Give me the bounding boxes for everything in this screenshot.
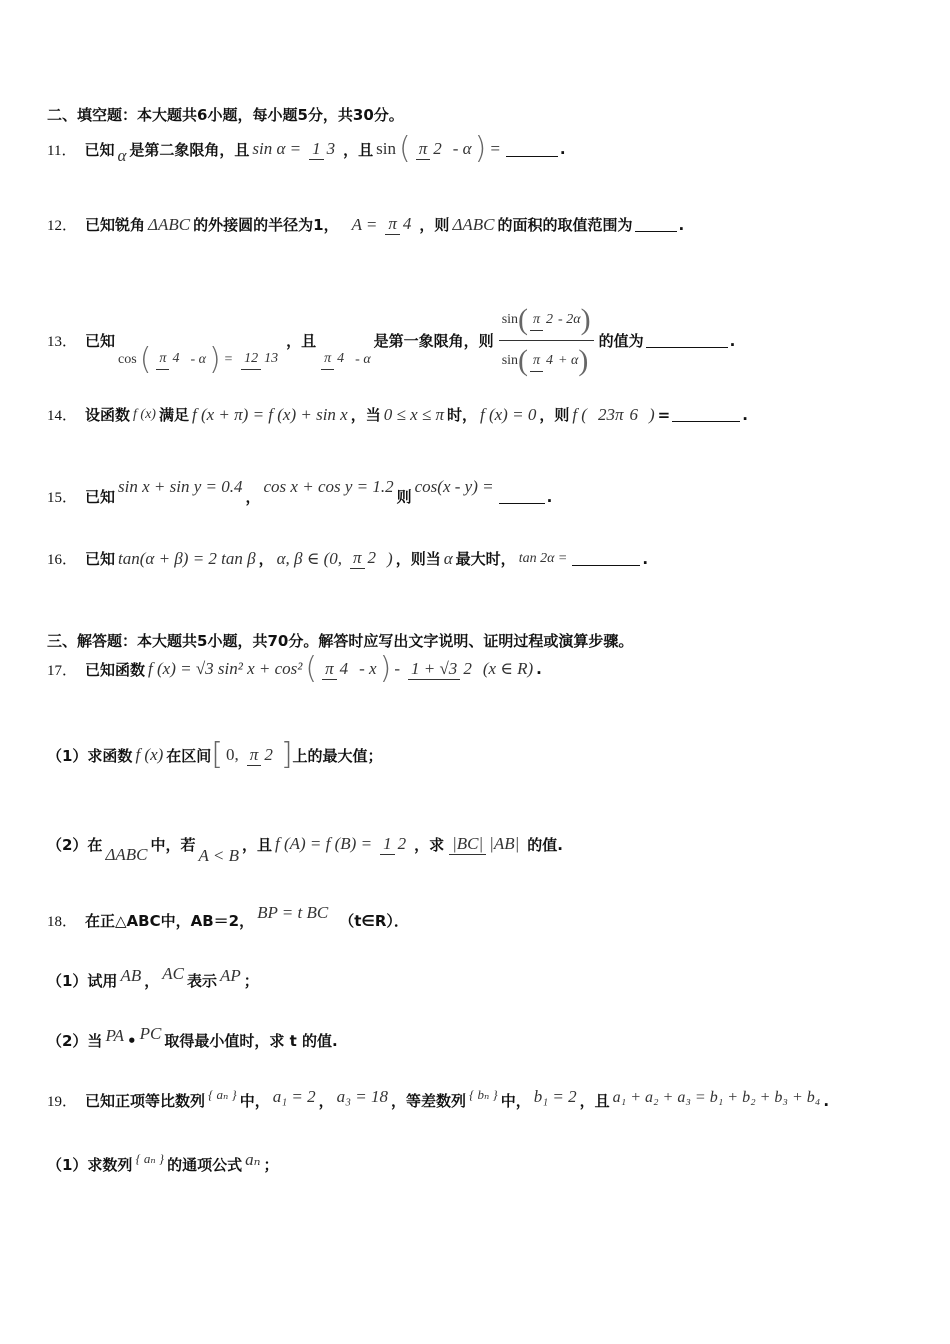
q14-eq1: f (x + π) = f (x) + sin x xyxy=(191,404,348,424)
q12-number: 12． xyxy=(47,218,78,234)
q11-right-paren: ) xyxy=(474,131,487,166)
q13-text-1: 已知 xyxy=(85,332,116,350)
q19-1-seq-a: { aₙ } xyxy=(135,1150,165,1166)
q13-cos: cos xyxy=(118,351,137,367)
q18-2-vector-pc: PC xyxy=(139,1023,162,1043)
q13-big-fraction xyxy=(496,300,597,381)
q15-answer-blank[interactable] xyxy=(499,489,545,504)
q19-text-5: ，且 xyxy=(579,1092,610,1110)
q17-frac-den: 2 xyxy=(463,658,472,678)
q11-text-1: 已知 xyxy=(84,140,115,159)
q17-2-ratio-num: |BC| xyxy=(449,834,486,855)
q17-1-label: （1）求函数 xyxy=(47,746,133,765)
q19-seq-a: { aₙ } xyxy=(208,1086,237,1102)
question-18 xyxy=(47,902,409,931)
q19-comma-1: ， xyxy=(318,1092,334,1110)
q18-2-text-1: 取得最小值时，求 t 的值. xyxy=(164,1032,338,1050)
q17-1-text-2: 上的最大值； xyxy=(292,746,383,765)
q12-text-1: 已知锐角 xyxy=(85,216,146,234)
q14-text-4: 时， xyxy=(446,406,477,424)
q19-eq: a₁ + a₂ + a₃ = b₁ + b₂ + b₃ + b₄ xyxy=(612,1088,821,1106)
q19-a3: a₃ = 18 xyxy=(336,1086,389,1106)
q13-angle-num: π xyxy=(321,349,334,370)
q19-text-1: 已知正项等比数列 xyxy=(85,1092,206,1110)
q14-answer-blank[interactable] xyxy=(672,407,740,422)
q13-number: 13． xyxy=(47,334,78,350)
q17-1-right-bracket: ] xyxy=(280,737,293,772)
q17-frac-num: 1 + √3 xyxy=(408,659,460,680)
q19-end: . xyxy=(823,1091,830,1110)
q12-a-eq: A = xyxy=(351,214,378,234)
q13-angle-den: 4 xyxy=(337,351,345,366)
q11-sin: sin xyxy=(376,139,397,158)
q14-text-6: = xyxy=(657,405,671,424)
q14-frac-den: 6 xyxy=(629,404,638,424)
q13-cos-fraction xyxy=(153,349,185,370)
q12-text-2: 的外接圆的半径为1， xyxy=(193,216,339,234)
q11-inner-den: 2 xyxy=(433,138,442,158)
q14-number: 14． xyxy=(47,408,78,424)
q18-2-dot: • xyxy=(127,1031,137,1050)
q17-1-fx: f (x) xyxy=(135,745,164,764)
q15-text-2: 则 xyxy=(396,488,412,506)
q17-fraction xyxy=(405,659,478,680)
q18-2-vector-pa: PA xyxy=(105,1025,125,1045)
q11-end: . xyxy=(559,140,566,158)
q16-frac-den: 2 xyxy=(367,548,377,567)
q13-top-right-paren: ) xyxy=(580,303,591,336)
q16-eq3: tan 2α = xyxy=(518,550,568,566)
q17-left-paren: ( xyxy=(305,651,318,686)
q17-minus: - xyxy=(394,659,400,678)
question-14 xyxy=(47,404,748,425)
q13-cos-right-paren: ) xyxy=(208,341,221,377)
q11-text-3: ，且 xyxy=(343,140,374,159)
q17-inner-fraction xyxy=(319,659,354,680)
q13-bot-den: 4 xyxy=(546,353,554,368)
q11-answer-blank[interactable] xyxy=(506,142,558,157)
q12-end: . xyxy=(678,215,685,234)
q13-bot-sin: sin xyxy=(501,353,519,368)
question-11 xyxy=(47,132,566,166)
q18-1-vector-ab: AB xyxy=(120,965,142,985)
q15-number: 15． xyxy=(47,490,78,506)
q13-cos-num: π xyxy=(156,349,169,370)
q14-f-close: ) xyxy=(649,404,655,424)
q11-number: 11． xyxy=(47,142,77,159)
q16-text-2: ，则当 xyxy=(395,550,441,568)
q13-angle-rest: - α xyxy=(355,351,371,367)
q19-1-label: （1）求数列 xyxy=(47,1156,133,1174)
q13-cos-den: 4 xyxy=(172,351,180,366)
q11-frac-den: 3 xyxy=(326,138,336,158)
q13-top-rest: - 2α xyxy=(558,312,581,327)
q17-inner-rest: - x xyxy=(359,659,377,678)
q17-2-frac-num: 1 xyxy=(380,834,395,855)
question-12 xyxy=(47,214,684,235)
q13-top-num: π xyxy=(530,310,543,331)
q13-bot-inner-frac xyxy=(530,341,556,381)
q14-text-2: 满足 xyxy=(158,406,189,424)
q16-eq2: α, β ∈ (0, xyxy=(276,548,343,568)
q13-top-den: 2 xyxy=(546,312,554,327)
q16-comma: ， xyxy=(258,550,274,568)
q14-frac-num: 23π xyxy=(597,404,624,424)
q13-top-sin: sin xyxy=(501,312,519,327)
q19-text-3: ，等差数列 xyxy=(391,1092,467,1110)
q17-2-label: （2）在 xyxy=(47,835,103,854)
q12-frac-den: 4 xyxy=(402,214,412,233)
q17-1-text-1: 在区间 xyxy=(166,746,212,765)
q16-alpha: α xyxy=(443,548,453,568)
q19-1-text-2: ； xyxy=(263,1156,279,1174)
q13-big-den xyxy=(499,341,594,381)
q13-cos-rest: - α xyxy=(190,351,206,367)
q12-answer-blank[interactable] xyxy=(635,217,677,232)
q19-seq-b: { bₙ } xyxy=(469,1086,498,1102)
q15-end: . xyxy=(546,487,553,506)
question-19 xyxy=(47,1086,830,1111)
question-17 xyxy=(47,651,542,686)
question-13 xyxy=(47,300,735,381)
q15-text-1: 已知 xyxy=(85,488,116,506)
q11-inner-rest: - α xyxy=(452,139,472,158)
q18-1-vector-ap: AP xyxy=(219,965,241,985)
section-3-heading-text: 三、解答题：本大题共5小题，共70分。解答时应写出文字说明、证明过程或演算步骤。 xyxy=(47,632,634,650)
question-17-part-2 xyxy=(47,822,563,866)
q17-1-left-bracket: [ xyxy=(211,737,224,772)
q13-top-inner-frac xyxy=(530,300,556,340)
q17-2-ratio-den: |AB| xyxy=(489,833,520,853)
q14-fraction xyxy=(592,405,644,425)
q19-1-an: aₙ xyxy=(245,1149,261,1169)
q14-ineq: 0 ≤ x ≤ π xyxy=(383,404,444,424)
q11-alpha: α xyxy=(117,146,127,165)
q18-2-label: （2）当 xyxy=(47,1032,103,1050)
section-2-heading xyxy=(47,104,404,125)
q18-1-text-1: 表示 xyxy=(186,972,217,990)
q13-angle-fraction xyxy=(318,349,350,370)
q14-eq2: f (x) = 0 xyxy=(480,404,537,424)
q13-value-num: 12 xyxy=(241,349,261,370)
q14-f-label: f ( xyxy=(572,404,587,424)
q11-frac-num: 1 xyxy=(309,139,324,160)
question-18-part-1 xyxy=(47,963,259,991)
q13-bot-left-paren: ( xyxy=(518,344,529,377)
question-15 xyxy=(47,476,553,507)
q15-eq2: cos x + cos y = 1.2 xyxy=(263,476,394,496)
question-18-part-2 xyxy=(47,1023,338,1051)
q17-2-eq: f (A) = f (B) = xyxy=(275,834,373,853)
q12-text-3: ，则 xyxy=(419,216,450,234)
question-16 xyxy=(47,548,648,569)
q19-text-4: 中， xyxy=(500,1092,531,1110)
q17-inner-den: 4 xyxy=(339,658,349,678)
q15-comma: ， xyxy=(245,488,261,506)
q18-1-comma: ， xyxy=(144,972,160,990)
q11-eq: = xyxy=(489,139,501,158)
q13-top-left-paren: ( xyxy=(518,303,529,336)
q13-value-den: 13 xyxy=(264,351,279,366)
q16-fraction xyxy=(347,548,382,569)
q16-text-1: 已知 xyxy=(85,550,116,568)
q18-text-2: （t∈R）． xyxy=(339,912,409,930)
q17-1-interval-left: 0, xyxy=(226,745,239,764)
q13-answer-blank[interactable] xyxy=(646,333,728,348)
q17-1-frac-num: π xyxy=(247,745,262,766)
q12-frac-num: π xyxy=(385,214,400,235)
q16-number: 16． xyxy=(47,552,78,568)
q18-1-text-2: ； xyxy=(243,972,259,990)
q13-text-2: ，且 xyxy=(286,332,317,350)
q17-2-frac-den: 2 xyxy=(397,833,407,853)
q12-triangle-2: ΔABC xyxy=(452,214,495,234)
q17-end: . xyxy=(536,660,542,678)
q12-triangle: ΔABC xyxy=(148,214,191,234)
q13-big-num xyxy=(499,300,594,341)
q17-lhs: f (x) = √3 sin² x + cos² xyxy=(148,659,303,678)
q13-eq: = xyxy=(223,351,234,367)
q13-text-4: 的值为 xyxy=(598,332,644,350)
q17-2-ratio xyxy=(446,834,525,855)
q18-number: 18． xyxy=(47,914,78,930)
q14-fx: f (x) xyxy=(133,406,156,422)
q17-2-fraction xyxy=(377,834,412,855)
section-2-heading-text: 二、填空题：本大题共6小题，每小题5分，共30分。 xyxy=(47,106,404,124)
q15-eq1: sin x + sin y = 0.4 xyxy=(118,476,243,496)
q17-tail: (x ∈ R) xyxy=(482,659,534,678)
q16-text-3: 最大时， xyxy=(455,550,516,568)
q13-bot-right-paren: ) xyxy=(578,344,589,377)
q12-text-4: 的面积的取值范围为 xyxy=(497,216,633,234)
q17-2-text-2: ，且 xyxy=(241,835,272,854)
q14-end: . xyxy=(742,405,748,424)
q17-2-triangle: ΔABC xyxy=(105,845,148,864)
q11-fraction xyxy=(306,139,341,160)
q12-fraction xyxy=(382,214,417,235)
q13-text-3: 是第一象限角，则 xyxy=(373,332,494,350)
question-17-part-1 xyxy=(47,737,383,772)
q11-sin-lhs: sin α = xyxy=(252,139,302,158)
q17-inner-num: π xyxy=(322,659,337,680)
q14-text-3: ，当 xyxy=(350,406,381,424)
q11-inner-fraction xyxy=(413,139,448,160)
q17-2-text-1: 中，若 xyxy=(150,835,196,854)
q18-text-1: 在正△ABC中，AB＝2， xyxy=(85,912,255,930)
q16-eq1: tan(α + β) = 2 tan β xyxy=(118,548,256,568)
q14-text-5: ，则 xyxy=(539,406,570,424)
q16-frac-num: π xyxy=(350,548,365,569)
q13-bot-num: π xyxy=(530,351,543,372)
q16-answer-blank[interactable] xyxy=(572,551,640,566)
q17-1-frac-den: 2 xyxy=(264,744,273,764)
q17-text-1: 已知函数 xyxy=(85,660,146,679)
q19-1-text-1: 的通项公式 xyxy=(167,1156,243,1174)
section-3-heading xyxy=(47,630,633,651)
q19-a1: a₁ = 2 xyxy=(272,1086,316,1106)
q17-2-cond: A < B xyxy=(198,846,239,865)
q13-end: . xyxy=(729,331,736,350)
q19-b1: b₁ = 2 xyxy=(533,1086,577,1106)
q19-number: 19． xyxy=(47,1094,78,1110)
q17-2-text-4: 的值. xyxy=(527,835,563,854)
q11-text-2: 是第二象限角，且 xyxy=(129,140,250,159)
q19-text-2: 中， xyxy=(239,1092,270,1110)
q11-left-paren: ( xyxy=(399,131,411,166)
q16-close: ) xyxy=(387,548,393,568)
q16-end: . xyxy=(642,549,649,568)
q18-1-vector-ac: AC xyxy=(162,963,184,983)
q14-text-1: 设函数 xyxy=(85,406,131,424)
question-19-part-1 xyxy=(47,1149,279,1175)
q15-eq3: cos(x - y) = xyxy=(414,476,494,496)
q13-cos-left-paren: ( xyxy=(139,341,152,377)
q17-right-paren: ) xyxy=(379,651,392,686)
q18-eq: BP = t BC xyxy=(257,902,329,922)
q17-2-text-3: ，求 xyxy=(414,835,445,854)
q17-1-fraction xyxy=(244,745,279,766)
q18-1-label: （1）试用 xyxy=(47,972,118,990)
q13-value-fraction xyxy=(238,349,284,370)
q11-inner-num: π xyxy=(416,139,431,160)
q13-bot-rest: + α xyxy=(558,353,579,368)
q17-number: 17． xyxy=(47,662,78,679)
